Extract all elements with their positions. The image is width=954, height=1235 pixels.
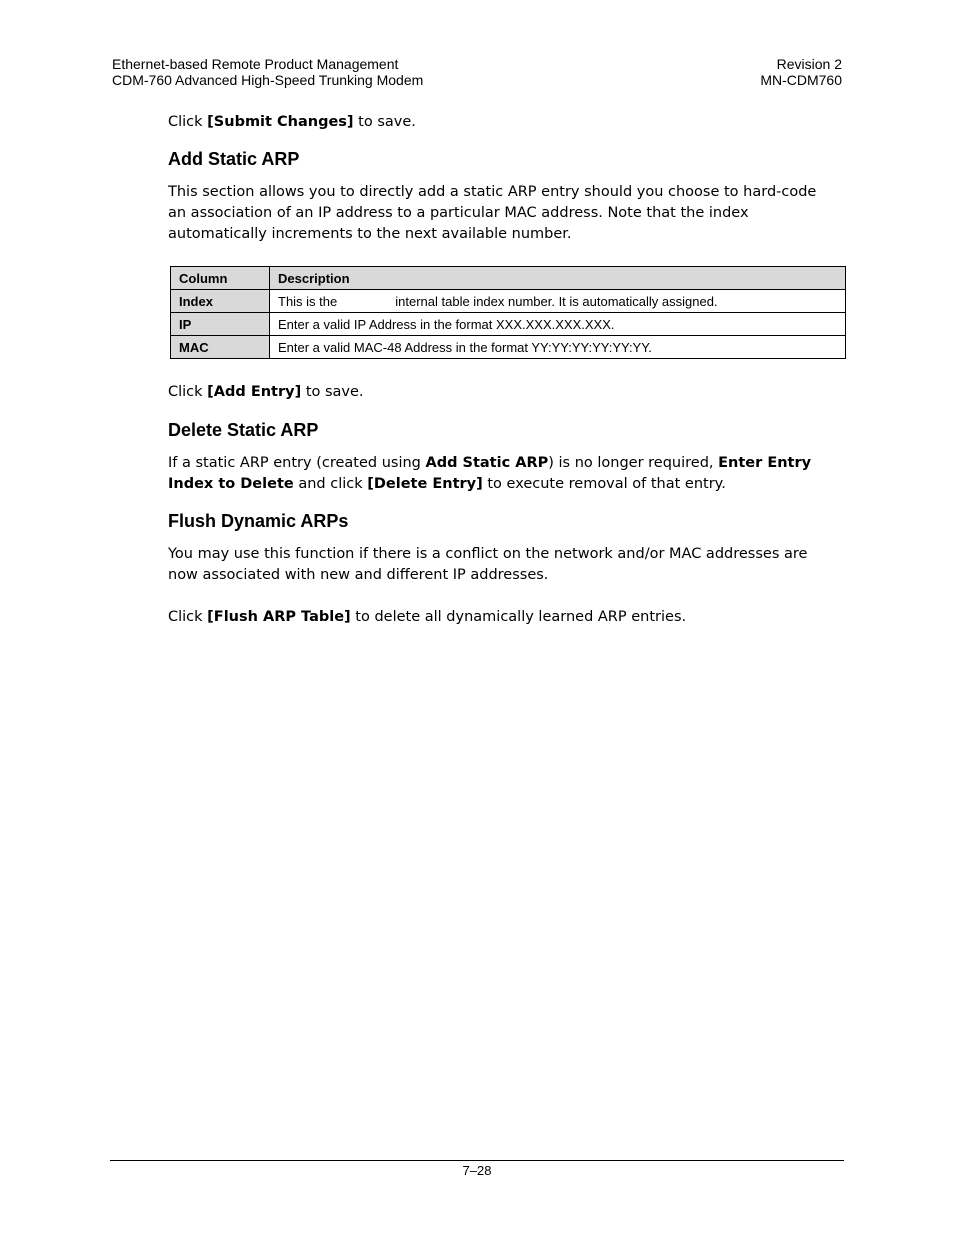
page-number: 7–28 xyxy=(462,1163,492,1178)
add-static-arp-heading: Add Static ARP xyxy=(168,149,300,169)
page-header-left xyxy=(112,56,423,88)
row-name: MAC xyxy=(171,336,270,359)
add-entry-label: [Add Entry] xyxy=(207,384,302,400)
footer-divider xyxy=(110,1160,844,1161)
row-description: Enter a valid IP Address in the format XXX.XXX.XXX.XXX. xyxy=(270,313,846,336)
table-header-row xyxy=(171,267,846,290)
flush-paragraph: You may use this function if there is a conflict on the network and/or MAC addresses are now associated with new and different IP addresses. xyxy=(168,546,808,583)
header-revision: Revision 2 xyxy=(776,56,842,72)
add-static-arp-table xyxy=(170,266,846,359)
flush-instruction: Click [Flush ARP Table] to delete all dynamically learned ARP entries. xyxy=(168,609,687,625)
table-row xyxy=(171,290,846,313)
column-header: Column xyxy=(171,267,270,290)
page-header-right xyxy=(760,56,842,88)
add-entry-instruction: Click [Add Entry] to save. xyxy=(168,384,364,400)
flush-arp-table-label: [Flush ARP Table] xyxy=(207,609,351,625)
submit-instruction: Click [Submit Changes] to save. xyxy=(168,114,416,130)
flush-dynamic-arps-heading: Flush Dynamic ARPs xyxy=(168,511,349,531)
row-name: Index xyxy=(171,290,270,313)
header-doc-number: MN-CDM760 xyxy=(760,72,842,88)
table-row xyxy=(171,313,846,336)
header-doc-title: Ethernet-based Remote Product Management xyxy=(112,56,399,72)
submit-changes-label: [Submit Changes] xyxy=(207,114,354,130)
row-name: IP xyxy=(171,313,270,336)
add-static-arp-paragraph: This section allows you to directly add a static ARP entry should you choose to hard-code an association of an IP address to a particular MAC address. Note that the index automatically increments to the next available number. xyxy=(168,184,817,242)
table-row xyxy=(171,336,846,359)
delete-static-arp-paragraph: If a static ARP entry (created using Add Static ARP) is no longer required, Enter Entry Index to Delete and click [Delete Entry] to execute removal of that entry. xyxy=(168,455,812,492)
delete-static-arp-heading: Delete Static ARP xyxy=(168,420,319,440)
row-description: Enter a valid MAC-48 Address in the format YY:YY:YY:YY:YY:YY. xyxy=(270,336,846,359)
header-product: CDM-760 Advanced High-Speed Trunking Modem xyxy=(112,72,424,88)
description-header: Description xyxy=(270,267,846,290)
row-description: This is the internal table index number. It is automatically assigned. xyxy=(270,290,846,313)
